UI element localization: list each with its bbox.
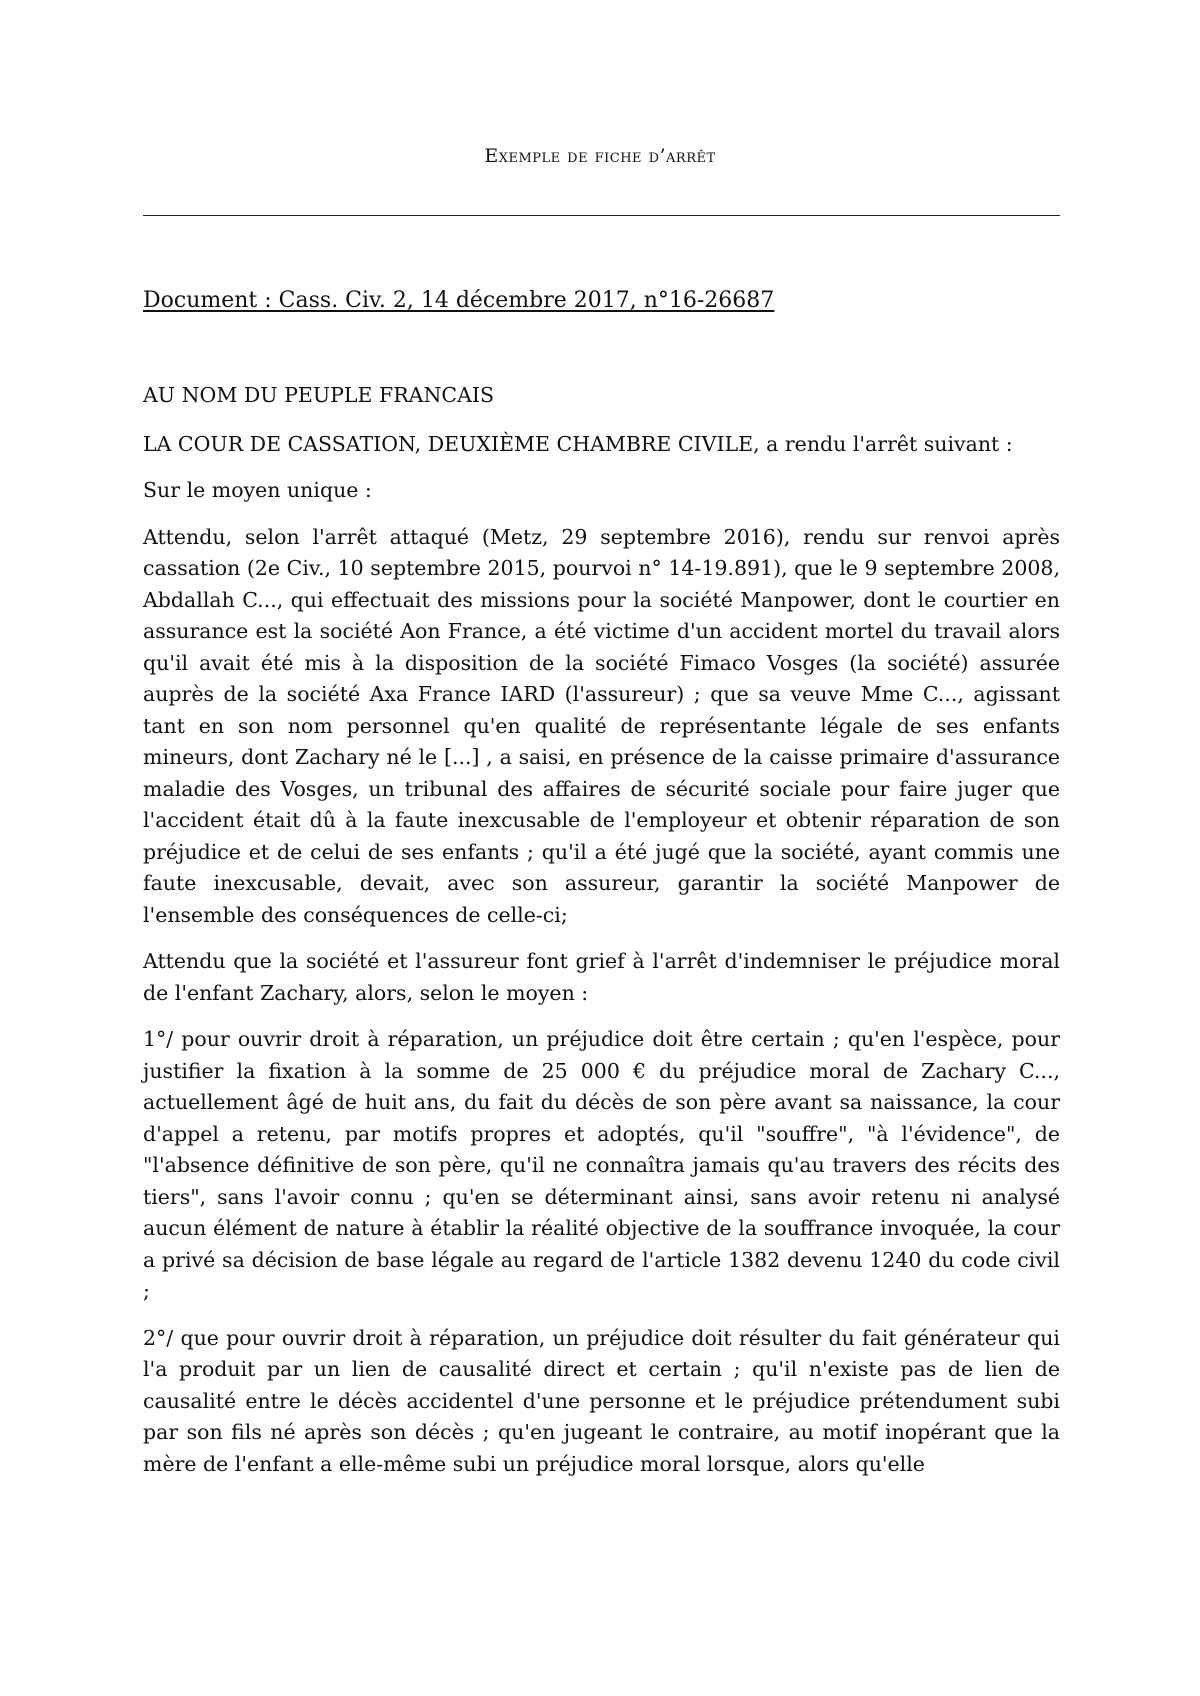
paragraph-argument-1: 1°/ pour ouvrir droit à réparation, un préjudice doit être certain ; qu'en l'espèce, pour justifier la fixation à la somme de 25 000 € du préjudice moral de Zachary C..., actuellement âgé de huit ans, du fait du décès de son père avant sa naissance, la cour d'appel a retenu, par motifs propres et adoptés, qu'il "souffre", "à l'évidence", de "l'absence définitive de son père, qu'il ne connaîtra jamais qu'au travers des récits des tiers", sans l'avoir connu ; qu'en se déterminant ainsi, sans avoir retenu ni analysé aucun élément de nature à établir la réalité objective de la souffrance invoquée, la cour a privé sa décision de base légale au regard de l'article 1382 devenu 1240 du code civil ;	[143, 1027, 1060, 1303]
paragraph-facts: Attendu, selon l'arrêt attaqué (Metz, 29 septembre 2016), rendu sur renvoi après cassation (2e Civ., 10 septembre 2015, pourvoi n° 14-19.891), que le 9 septembre 2008, Abdallah C..., qui effectuait des missions pour la société Manpower, dont le courtier en assurance est la société Aon France, a été victime d'un accident mortel du travail alors qu'il avait été mis à la disposition de la société Fimaco Vosges (la société) assurée auprès de la société Axa France IARD (l'assureur) ; que sa veuve Mme C..., agissant tant en son nom personnel qu'en qualité de représentante légale de ses enfants mineurs, dont Zachary né le [...] , a saisi, en présence de la caisse primaire d'assurance maladie des Vosges, un tribunal des affaires de sécurité sociale pour faire juger que l'accident était dû à la faute inexcusable de l'employeur et obtenir réparation de son préjudice et de celui de ses enfants ; qu'il a été jugé que la société, ayant commis une faute inexcusable, devait, avec son assureur, garantir la société Manpower de l'ensemble des conséquences de celle-ci;	[143, 524, 1060, 927]
paragraph-grief: Attendu que la société et l'assureur font grief à l'arrêt d'indemniser le préjudice moral de l'enfant Zachary, alors, selon le moyen :	[143, 949, 1060, 1005]
paragraph-argument-2: 2°/ que pour ouvrir droit à réparation, un préjudice doit résulter du fait générateur qui l'a produit par un lien de causalité direct et certain ; qu'il n'existe pas de lien de causalité entre le décès accidentel d'une personne et le préjudice prétendument subi par son fils né après son décès ; qu'en jugeant le contraire, au motif inopérant que la mère de l'enfant a elle-même subi un préjudice moral lorsque, alors qu'elle	[143, 1325, 1060, 1476]
paragraph-moyen: Sur le moyen unique :	[143, 478, 372, 502]
paragraph-court: LA COUR DE CASSATION, DEUXIÈME CHAMBRE CIVILE, a rendu l'arrêt suivant :	[143, 431, 1013, 456]
document-title: Exemple de fiche d’arrêt	[484, 145, 716, 167]
document-body	[143, 380, 1060, 1495]
document-reference: Document : Cass. Civ. 2, 14 décembre 2017, n°16-26687	[143, 288, 775, 313]
title-divider	[143, 215, 1060, 216]
paragraph-heading: AU NOM DU PEUPLE FRANCAIS	[143, 383, 495, 407]
